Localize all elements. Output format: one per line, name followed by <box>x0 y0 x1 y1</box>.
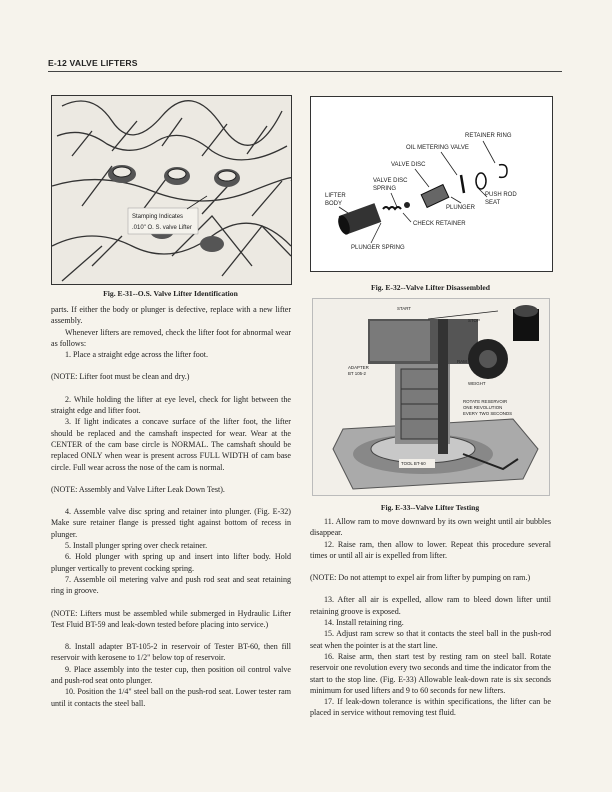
paragraph: 17. If leak-down tolerance is within specifications, the lifter can be placed in service without removing test fluid. <box>310 697 551 718</box>
paragraph: Whenever lifters are removed, check the lifter foot for abnormal wear as follows: <box>51 327 291 348</box>
label-plunger-spring: PLUNGER SPRING <box>351 245 405 251</box>
label-lifter-body-2: BODY <box>325 201 343 207</box>
figure-e32-diagram <box>310 96 553 272</box>
paragraph: 3. If light indicates a concave surface of the lifter foot, the lifter should be replaced and the camshaft inspected for wear. Wear at the CENTER of the cam base circle is NORMAL. The camshaft should be replaced ONLY when wear is present across FULL WIDTH of cam base circle. Full wear across the nose of the cam is normal. <box>51 417 291 472</box>
fig31-caption: Fig. E-31--O.S. Valve Lifter Identification <box>103 289 238 298</box>
paragraph: 7. Assemble oil metering valve and push rod seat and seat retaining ring in groove. <box>51 574 291 596</box>
label-adapter-1: ADAPTER <box>348 365 369 370</box>
ram-part <box>438 319 448 454</box>
paragraph: 11. Allow ram to move downward by its own weight until air bubbles disappear. <box>310 517 551 538</box>
paragraph: 12. Raise ram, then allow to lower. Repeat this procedure several times or until all air is expelled from lifter. <box>310 539 551 560</box>
paragraph: 5. Install plunger spring over check retainer. <box>65 541 208 551</box>
label-push-rod-seat-1: PUSH ROD <box>485 192 517 198</box>
header-rule <box>48 71 562 72</box>
paragraph: 2. While holding the lifter at eye level, check for light between the straight edge and lifter foot. <box>51 394 291 416</box>
label-valve-disc-spring-2: SPRING <box>373 186 397 192</box>
label-valve-disc: VALVE DISC <box>391 162 426 168</box>
note: (NOTE: Assembly and Valve Lifter Leak Down Test). <box>51 484 225 494</box>
label-rotate-3: EVERY TWO SECONDS <box>463 411 513 416</box>
fig32-caption: Fig. E-32--Valve Lifter Disassembled <box>371 283 490 292</box>
label-tool: TOOL BT-60 <box>401 461 426 466</box>
lifter-parts-diagram <box>311 97 552 271</box>
paragraph: 9. Place assembly into the tester cup, then position oil control valve and push-rod seat onto plunger. <box>51 664 291 686</box>
plunger-part <box>421 185 449 208</box>
paragraph: 4. Assemble valve disc spring and retainer into plunger. (Fig. E-32) Make sure retainer flange is pressed tight against bottom of recess in plunger. <box>51 507 291 539</box>
label-stop: STOP <box>468 318 480 323</box>
label-rotate-1: ROTATE RESERVOIR <box>463 399 508 404</box>
engine-lifter-photo <box>52 96 291 284</box>
paragraph: 14. Install retaining ring. <box>324 618 404 628</box>
label-retainer-ring: RETAINER RING <box>465 133 512 139</box>
label-push-rod-seat-2: SEAT <box>485 200 501 206</box>
label-check-retainer: CHECK RETAINER <box>413 221 466 227</box>
label-weight: WEIGHT <box>468 381 486 386</box>
paragraph: 6. Hold plunger with spring up and insert into lifter body. Hold plunger vertically to prevent cocking spring. <box>51 552 291 573</box>
left-text-column <box>51 304 291 709</box>
label-lifter-body-1: LIFTER <box>325 193 346 199</box>
note: (NOTE: Lifters must be assembled while submerged in Hydraulic Lifter Test Fluid BT-59 and leak-down tested before placing into service.) <box>51 608 291 629</box>
paragraph: 16. Raise arm, then start test by resting ram on steel ball. Rotate reservoir one revolution every two seconds and time the indicator from the start to the stop line. (Fig. E-33) Allowable leak-down rate is six seconds minimum for used lifters and 9 to 60 seconds for new lifters. <box>310 651 551 695</box>
lifter-body-part <box>336 203 381 236</box>
paragraph: 8. Install adapter BT-105-2 in reservoir of Tester BT-60, then fill reservoir with kerosene to 1/2" below top of reservoir. <box>51 642 291 663</box>
label-ram: RAM <box>457 359 467 364</box>
figure-e33-photo <box>312 298 550 496</box>
retainer-ring-part <box>499 165 507 178</box>
note: (NOTE: Lifter foot must be clean and dry.) <box>51 372 190 382</box>
figure-e31-photo <box>51 95 292 285</box>
fig31-callout-line2: .010" O. S. valve Lifter <box>132 225 192 231</box>
label-oil-metering-valve: OIL METERING VALVE <box>406 145 469 151</box>
right-text-column <box>310 516 551 719</box>
paragraph: parts. If either the body or plunger is defective, replace with a new lifter assembly. <box>51 305 291 326</box>
lifter-tester-photo <box>313 299 549 495</box>
page-header: E-12 VALVE LIFTERS <box>48 58 138 68</box>
paragraph: 1. Place a straight edge across the lifter foot. <box>65 350 209 360</box>
plunger-spring-part <box>383 207 401 209</box>
fig31-callout-line1: Stamping Indicates <box>132 214 184 220</box>
label-rotate-2: ONE REVOLUTION <box>463 405 503 410</box>
paragraph: 13. After all air is expelled, allow ram to bleed down lifter until retaining groove is exposed. <box>310 595 551 616</box>
paragraph: 10. Position the 1/4" steel ball on the push-rod seat. Lower tester ram until it contacts the steel ball. <box>51 687 291 708</box>
note: (NOTE: Do not attempt to expel air from lifter by pumping on ram.) <box>310 573 531 583</box>
label-valve-disc-spring-1: VALVE DISC <box>373 178 408 184</box>
label-adapter-2: BT 105-2 <box>348 371 366 376</box>
oil-metering-valve-part <box>461 175 464 193</box>
label-start: START <box>397 306 411 311</box>
push-rod-seat-part <box>476 173 486 189</box>
check-retainer-part <box>404 202 410 208</box>
label-plunger: PLUNGER <box>446 205 476 211</box>
fig33-caption: Fig. E-33--Valve Lifter Testing <box>380 503 480 512</box>
paragraph: 15. Adjust ram screw so that it contacts the steel ball in the push-rod seat when the pointer is at the start line. <box>310 629 551 650</box>
